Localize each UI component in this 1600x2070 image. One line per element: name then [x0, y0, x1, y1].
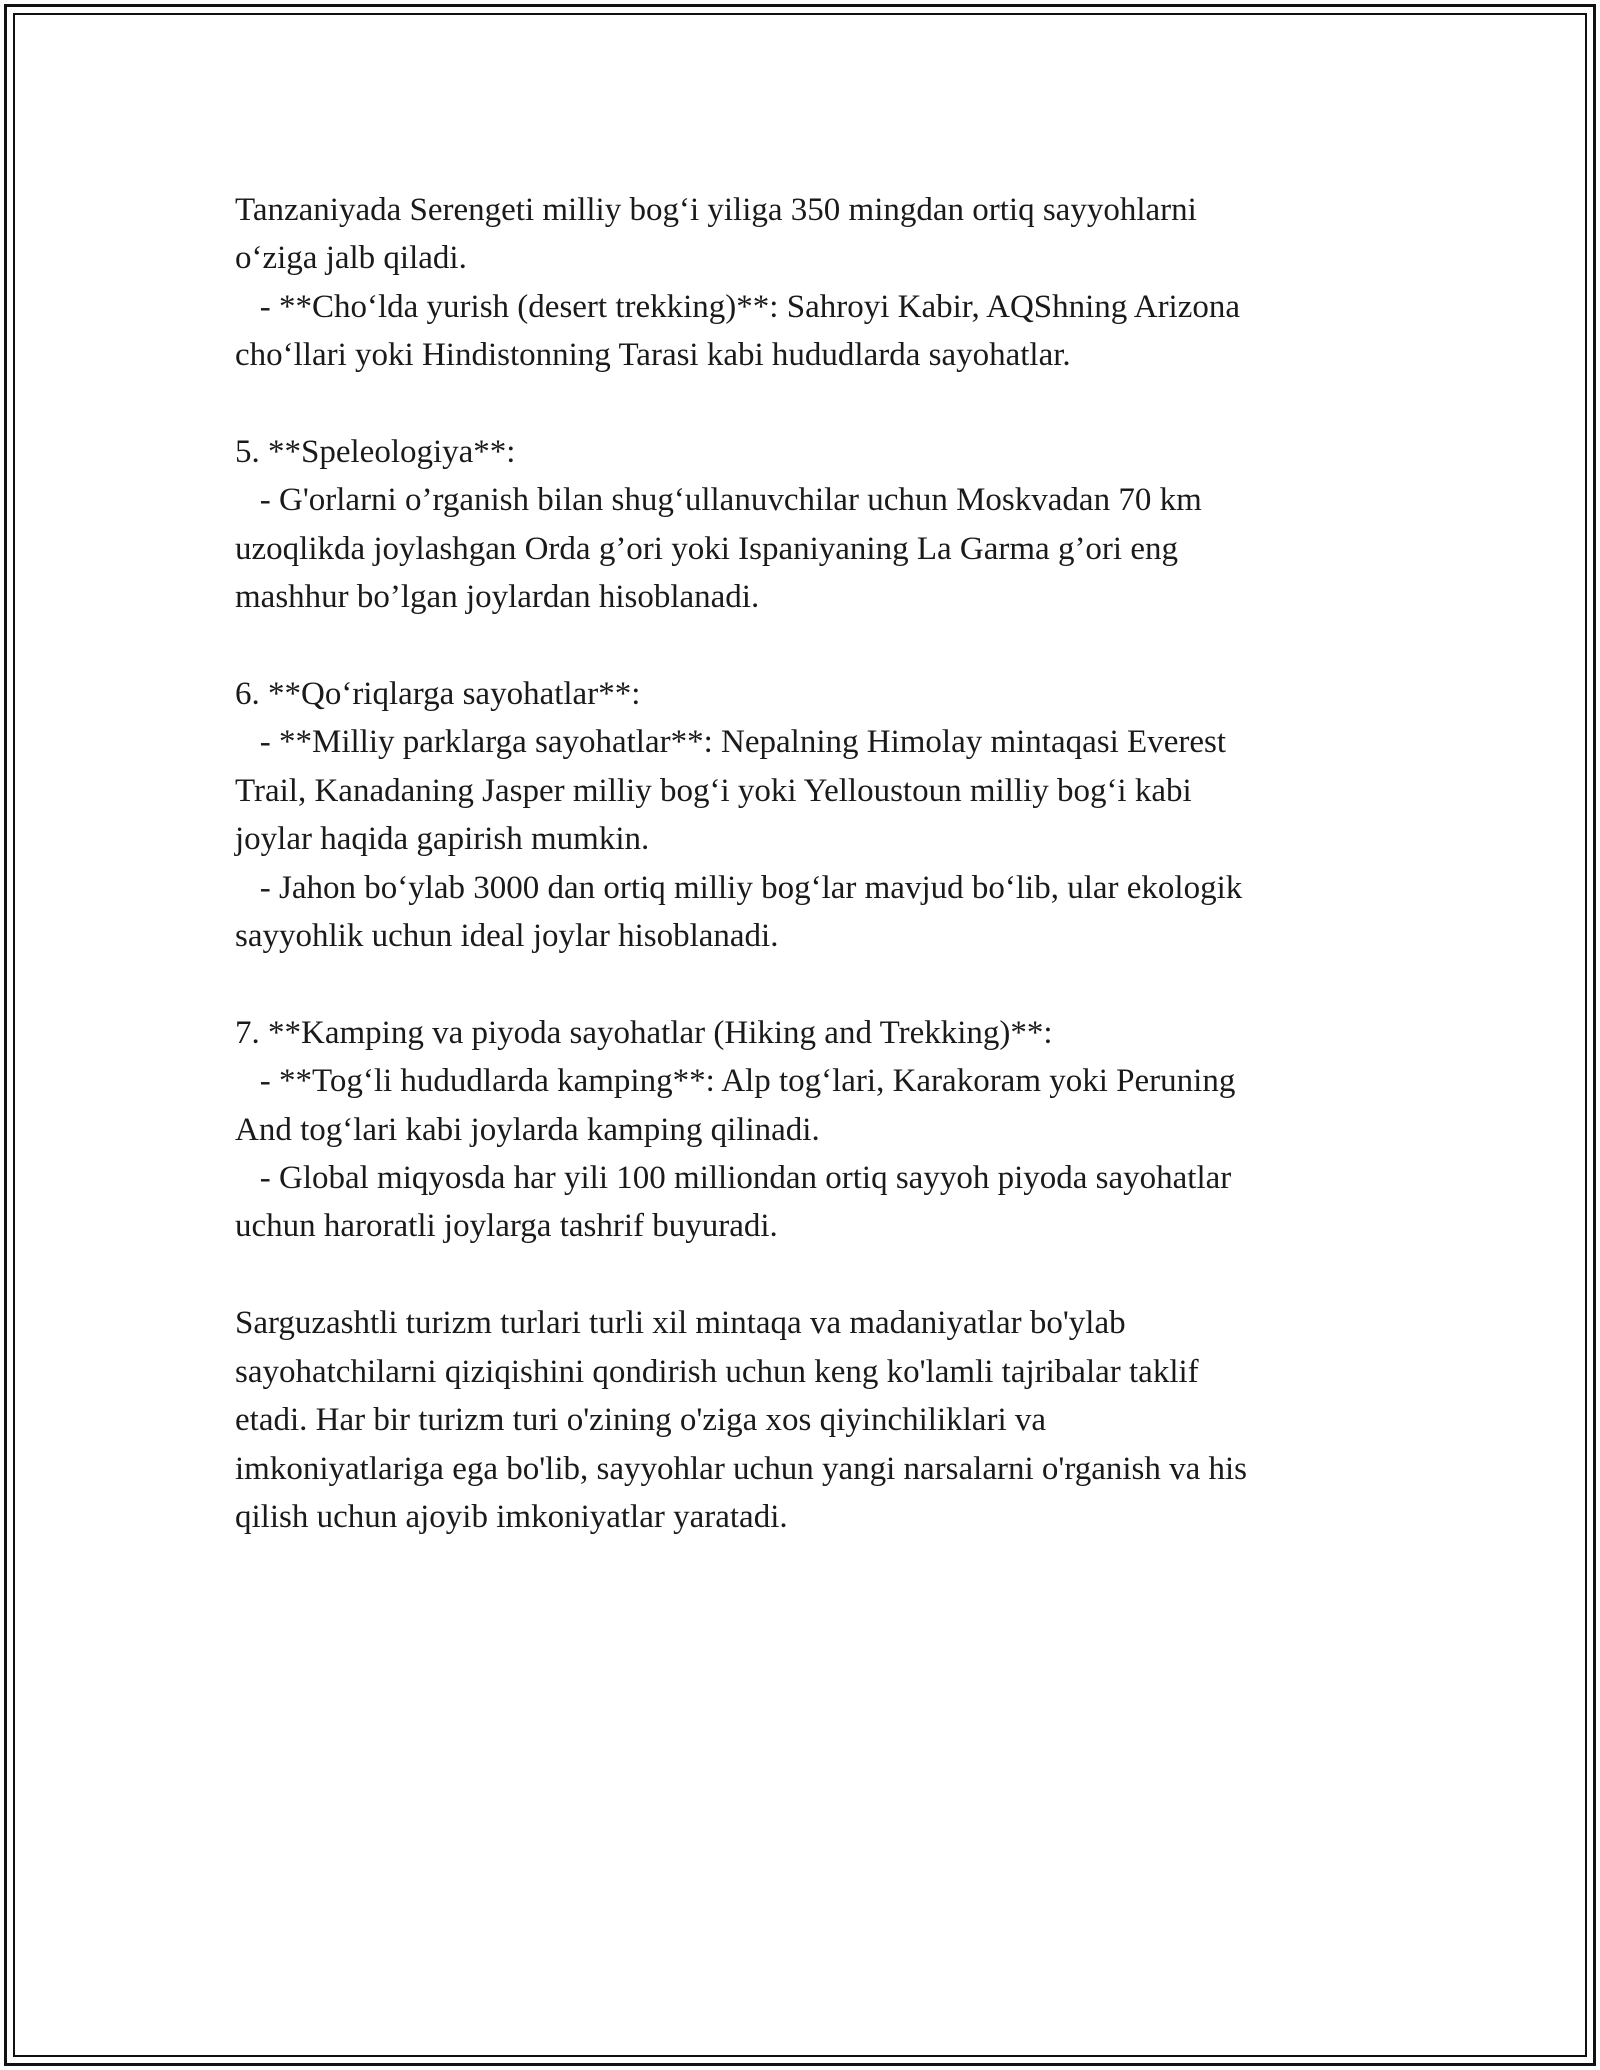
text-line: - Jahon bo‘ylab 3000 dan ortiq milliy bog‘lar mavjud bo‘lib, ular ekologik: [235, 869, 1243, 906]
blank-line: [235, 380, 1385, 428]
text-line: - **Cho‘lda yurish (desert trekking)**: Sahroyi Kabir, AQShning Arizona: [235, 288, 1241, 325]
text-line: joylar haqida gapirish mumkin.: [235, 821, 650, 858]
text-line: - **Milliy parklarga sayohatlar**: Nepalning Himolay mintaqasi Everest: [235, 724, 1226, 761]
text-line: mashhur bo’lgan joylardan hisoblanadi.: [235, 579, 760, 616]
text-line: sayohatchilarni qiziqishini qondirish uchun keng ko'lamli tajribalar taklif: [235, 1353, 1199, 1390]
text-line: uzoqlikda joylashgan Orda g’ori yoki Ispaniyaning La Garma g’ori eng: [235, 530, 1178, 567]
text-line: imkoniyatlariga ega bo'lib, sayyohlar uchun yangi narsalarni o'rganish va his: [235, 1450, 1248, 1487]
text-line: cho‘llari yoki Hindistonning Tarasi kabi hududlarda sayohatlar.: [235, 337, 1071, 374]
text-line: Tanzaniyada Serengeti milliy bog‘i yiliga 350 mingdan ortiq sayyohlarni: [235, 192, 1197, 228]
text-line: uchun haroratli joylarga tashrif buyuradi.: [235, 1208, 778, 1245]
text-line: - Global miqyosda har yili 100 milliondan ortiq sayyoh piyoda sayohatlar: [235, 1160, 1232, 1197]
blank-line: [235, 1251, 1385, 1299]
section-heading: 5. **Speleologiya**:: [235, 434, 516, 471]
section-heading: 6. **Qo‘riqlarga sayohatlar**:: [235, 676, 641, 713]
document-body: [235, 186, 1385, 1541]
text-line: - G'orlarni o’rganish bilan shug‘ullanuvchilar uchun Moskvadan 70 km: [235, 482, 1202, 519]
text-line: - **Tog‘li hududlarda kamping**: Alp tog‘lari, Karakoram yoki Peruning: [235, 1063, 1236, 1100]
text-line: And tog‘lari kabi joylarda kamping qilinadi.: [235, 1111, 820, 1148]
section-heading: 7. **Kamping va piyoda sayohatlar (Hiking and Trekking)**:: [235, 1014, 1053, 1051]
text-line: etadi. Har bir turizm turi o'zining o'ziga xos qiyinchiliklari va: [235, 1402, 1047, 1439]
text-line: qilish uchun ajoyib imkoniyatlar yaratadi.: [235, 1498, 788, 1535]
blank-line: [235, 960, 1385, 1008]
text-line: Sarguzashtli turizm turlari turli xil mintaqa va madaniyatlar bo'ylab: [235, 1305, 1126, 1342]
text-line: o‘ziga jalb qiladi.: [235, 240, 467, 277]
blank-line: [235, 622, 1385, 670]
text-line: Trail, Kanadaning Jasper milliy bog‘i yoki Yelloustoun milliy bog‘i kabi: [235, 772, 1192, 809]
text-line: sayyohlik uchun ideal joylar hisoblanadi.: [235, 918, 779, 955]
